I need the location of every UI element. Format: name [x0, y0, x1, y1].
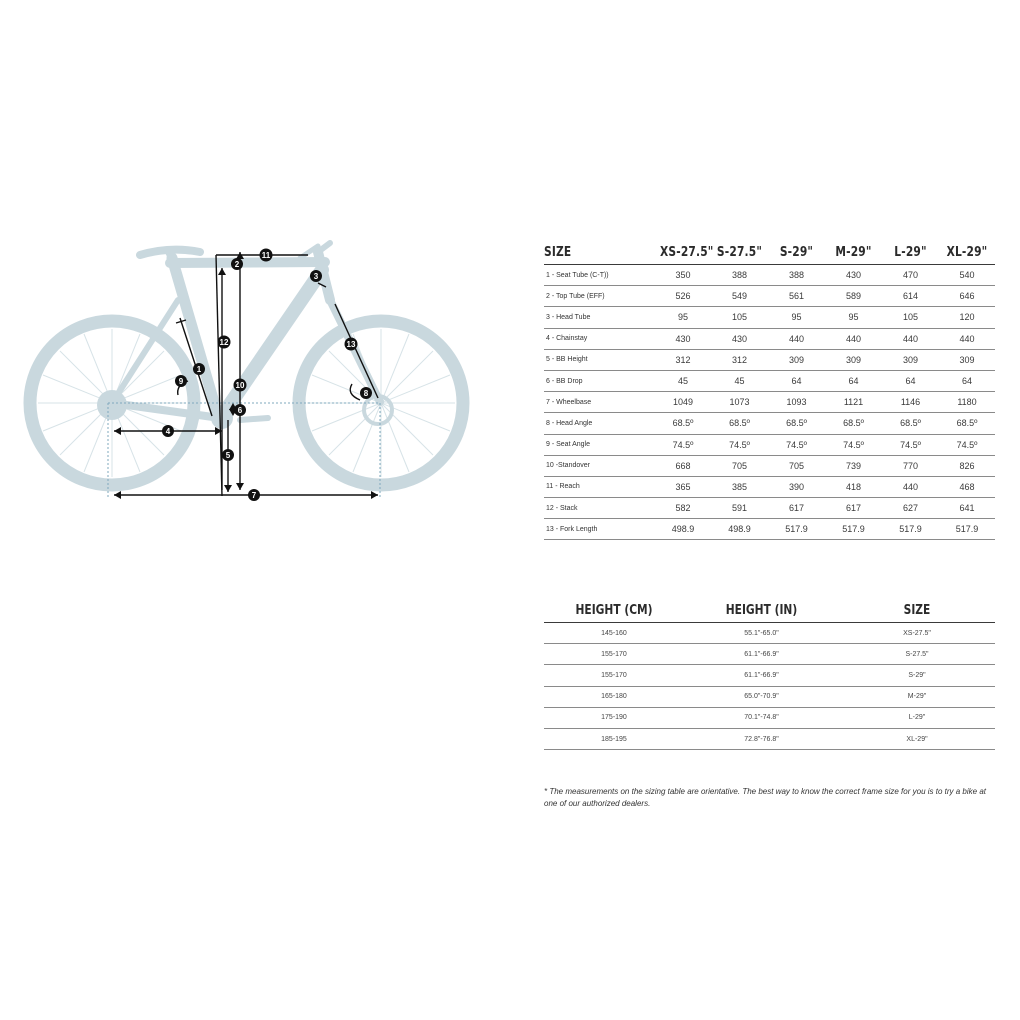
table-cell: XL-29"	[839, 728, 995, 749]
table-cell: 705	[711, 455, 768, 476]
table-cell: 517.9	[768, 519, 825, 540]
row-label: 3 - Head Tube	[544, 307, 655, 328]
table-cell: 145-160	[544, 623, 684, 644]
table-cell: 526	[655, 286, 711, 307]
table-cell: 388	[711, 265, 768, 286]
svg-text:1: 1	[196, 365, 202, 374]
table-cell: 61.1"-66.9"	[684, 665, 839, 686]
table-row	[544, 728, 995, 749]
table-cell: 155-170	[544, 665, 684, 686]
table-cell: 470	[882, 265, 939, 286]
table-row	[544, 370, 995, 391]
table-cell: 312	[711, 349, 768, 370]
table-cell: 95	[825, 307, 882, 328]
table-cell: 430	[825, 265, 882, 286]
table-cell: 440	[882, 328, 939, 349]
marker-11	[260, 249, 273, 262]
table-cell: 74.5º	[882, 434, 939, 455]
marker-6	[234, 404, 246, 416]
table-cell: 549	[711, 286, 768, 307]
footnote: * The measurements on the sizing table are orientative. The best way to know the correct frame size for you is to try a bike at one of our authorized dealers.	[544, 787, 986, 808]
table-cell: 582	[655, 498, 711, 519]
table-row	[544, 434, 995, 455]
table-cell: 468	[939, 476, 995, 497]
marker-7	[248, 489, 260, 501]
table-cell: 641	[939, 498, 995, 519]
table-cell: 540	[939, 265, 995, 286]
height-size-table	[544, 598, 995, 750]
table-cell: 72.8"-76.8"	[684, 728, 839, 749]
table-row	[544, 349, 995, 370]
table-cell: 350	[655, 265, 711, 286]
svg-text:11: 11	[261, 251, 271, 260]
table-cell: 68.5º	[711, 413, 768, 434]
table-cell: 74.5º	[655, 434, 711, 455]
marker-1	[193, 363, 205, 375]
table-cell: 68.5º	[825, 413, 882, 434]
table-cell: 498.9	[711, 519, 768, 540]
table-cell: 390	[768, 476, 825, 497]
table-cell: 440	[768, 328, 825, 349]
height-header-row	[544, 598, 995, 623]
svg-text:12: 12	[219, 338, 229, 347]
row-label: 13 - Fork Length	[544, 519, 655, 540]
table-cell: 65.0"-70.9"	[684, 686, 839, 707]
table-cell: 155-170	[544, 644, 684, 665]
size-header-m-29: M-29"	[830, 240, 877, 265]
table-cell: 614	[882, 286, 939, 307]
table-cell: 430	[655, 328, 711, 349]
table-row	[544, 707, 995, 728]
table-cell: 591	[711, 498, 768, 519]
marker-2	[231, 258, 243, 270]
table-cell: 309	[939, 349, 995, 370]
table-cell: 517.9	[939, 519, 995, 540]
row-label: 12 - Stack	[544, 498, 655, 519]
table-row	[544, 623, 995, 644]
svg-text:3: 3	[313, 272, 319, 281]
table-cell: 1121	[825, 392, 882, 413]
table-cell: 45	[655, 370, 711, 391]
table-cell: 105	[711, 307, 768, 328]
table-cell: 74.5º	[825, 434, 882, 455]
marker-13	[345, 338, 358, 351]
table-cell: 64	[768, 370, 825, 391]
table-cell: 74.5º	[768, 434, 825, 455]
row-label: 5 - BB Height	[544, 349, 655, 370]
svg-text:6: 6	[237, 406, 243, 415]
row-label: 10 -Standover	[544, 455, 655, 476]
table-cell: 309	[882, 349, 939, 370]
table-cell: S-29"	[839, 665, 995, 686]
table-cell: 517.9	[882, 519, 939, 540]
marker-12	[218, 336, 231, 349]
table-cell: 385	[711, 476, 768, 497]
svg-text:4: 4	[165, 427, 171, 436]
table-row	[544, 265, 995, 286]
table-cell: 739	[825, 455, 882, 476]
table-cell: 365	[655, 476, 711, 497]
table-cell: 646	[939, 286, 995, 307]
table-cell: 68.5º	[939, 413, 995, 434]
table-cell: 388	[768, 265, 825, 286]
svg-text:8: 8	[363, 389, 369, 398]
table-row	[544, 455, 995, 476]
bike-geometry-diagram	[0, 0, 500, 520]
table-cell: 770	[882, 455, 939, 476]
table-cell: 1093	[768, 392, 825, 413]
table-cell: XS-27.5"	[839, 623, 995, 644]
table-row	[544, 413, 995, 434]
table-cell: 440	[939, 328, 995, 349]
table-cell: 309	[768, 349, 825, 370]
table-cell: S-27.5"	[839, 644, 995, 665]
size-header-xs-27-5: XS-27.5"	[660, 240, 706, 265]
table-cell: 418	[825, 476, 882, 497]
geometry-table-body	[544, 265, 995, 540]
table-cell: 70.1"-74.8"	[684, 707, 839, 728]
table-cell: 627	[882, 498, 939, 519]
table-cell: 1146	[882, 392, 939, 413]
row-label: 2 - Top Tube (EFF)	[544, 286, 655, 307]
table-cell: 430	[711, 328, 768, 349]
table-cell: 68.5º	[882, 413, 939, 434]
table-cell: 561	[768, 286, 825, 307]
table-row	[544, 307, 995, 328]
geometry-table	[544, 240, 995, 540]
svg-text:7: 7	[251, 491, 257, 500]
table-cell: 64	[882, 370, 939, 391]
size-header-xl-29: XL-29"	[944, 240, 990, 265]
table-cell: M-29"	[839, 686, 995, 707]
table-cell: 1180	[939, 392, 995, 413]
table-cell: 589	[825, 286, 882, 307]
table-cell: 309	[825, 349, 882, 370]
row-label: 4 - Chainstay	[544, 328, 655, 349]
height-table-body	[544, 623, 995, 750]
height-in-header: HEIGHT (IN)	[698, 598, 825, 623]
svg-text:5: 5	[225, 451, 231, 460]
table-cell: 64	[939, 370, 995, 391]
table-cell: 440	[882, 476, 939, 497]
marker-8	[360, 387, 372, 399]
table-row	[544, 328, 995, 349]
table-cell: 617	[768, 498, 825, 519]
table-row	[544, 392, 995, 413]
table-cell: 64	[825, 370, 882, 391]
marker-3	[310, 270, 322, 282]
height-cm-header: HEIGHT (CM)	[557, 598, 672, 623]
svg-text:10: 10	[235, 381, 245, 390]
table-cell: 74.5º	[939, 434, 995, 455]
table-row	[544, 286, 995, 307]
table-cell: 826	[939, 455, 995, 476]
table-cell: 705	[768, 455, 825, 476]
row-label: 1 - Seat Tube (C-T))	[544, 265, 655, 286]
row-label: 6 - BB Drop	[544, 370, 655, 391]
size-header-s-27-5: S-27.5"	[716, 240, 763, 265]
table-row	[544, 476, 995, 497]
svg-text:2: 2	[234, 260, 240, 269]
table-cell: 185-195	[544, 728, 684, 749]
table-row	[544, 644, 995, 665]
marker-10	[234, 379, 247, 392]
svg-text:9: 9	[178, 377, 184, 386]
table-cell: 61.1"-66.9"	[684, 644, 839, 665]
table-row	[544, 519, 995, 540]
table-cell: 55.1"-65.0"	[684, 623, 839, 644]
table-cell: 498.9	[655, 519, 711, 540]
size-header-s-29: S-29"	[773, 240, 820, 265]
table-row	[544, 686, 995, 707]
table-cell: 120	[939, 307, 995, 328]
geometry-header-row	[544, 240, 995, 265]
row-label: 9 - Seat Angle	[544, 434, 655, 455]
table-row	[544, 498, 995, 519]
table-row	[544, 665, 995, 686]
table-cell: 95	[655, 307, 711, 328]
table-cell: L-29"	[839, 707, 995, 728]
table-cell: 517.9	[825, 519, 882, 540]
table-cell: 165-180	[544, 686, 684, 707]
row-label: 11 - Reach	[544, 476, 655, 497]
marker-9	[175, 375, 187, 387]
marker-5	[222, 449, 234, 461]
size-header-l-29: L-29"	[887, 240, 934, 265]
table-cell: 175-190	[544, 707, 684, 728]
table-cell: 74.5º	[711, 434, 768, 455]
row-label: 7 - Wheelbase	[544, 392, 655, 413]
table-cell: 95	[768, 307, 825, 328]
table-cell: 617	[825, 498, 882, 519]
table-cell: 440	[825, 328, 882, 349]
table-cell: 668	[655, 455, 711, 476]
svg-text:13: 13	[346, 340, 356, 349]
table-cell: 68.5º	[768, 413, 825, 434]
table-cell: 68.5º	[655, 413, 711, 434]
table-cell: 105	[882, 307, 939, 328]
marker-4	[162, 425, 174, 437]
table-cell: 1073	[711, 392, 768, 413]
table-cell: 312	[655, 349, 711, 370]
row-label: 8 - Head Angle	[544, 413, 655, 434]
table-cell: 45	[711, 370, 768, 391]
table-cell: 1049	[655, 392, 711, 413]
size-header-label: SIZE	[544, 240, 635, 265]
size-header: SIZE	[853, 598, 981, 623]
